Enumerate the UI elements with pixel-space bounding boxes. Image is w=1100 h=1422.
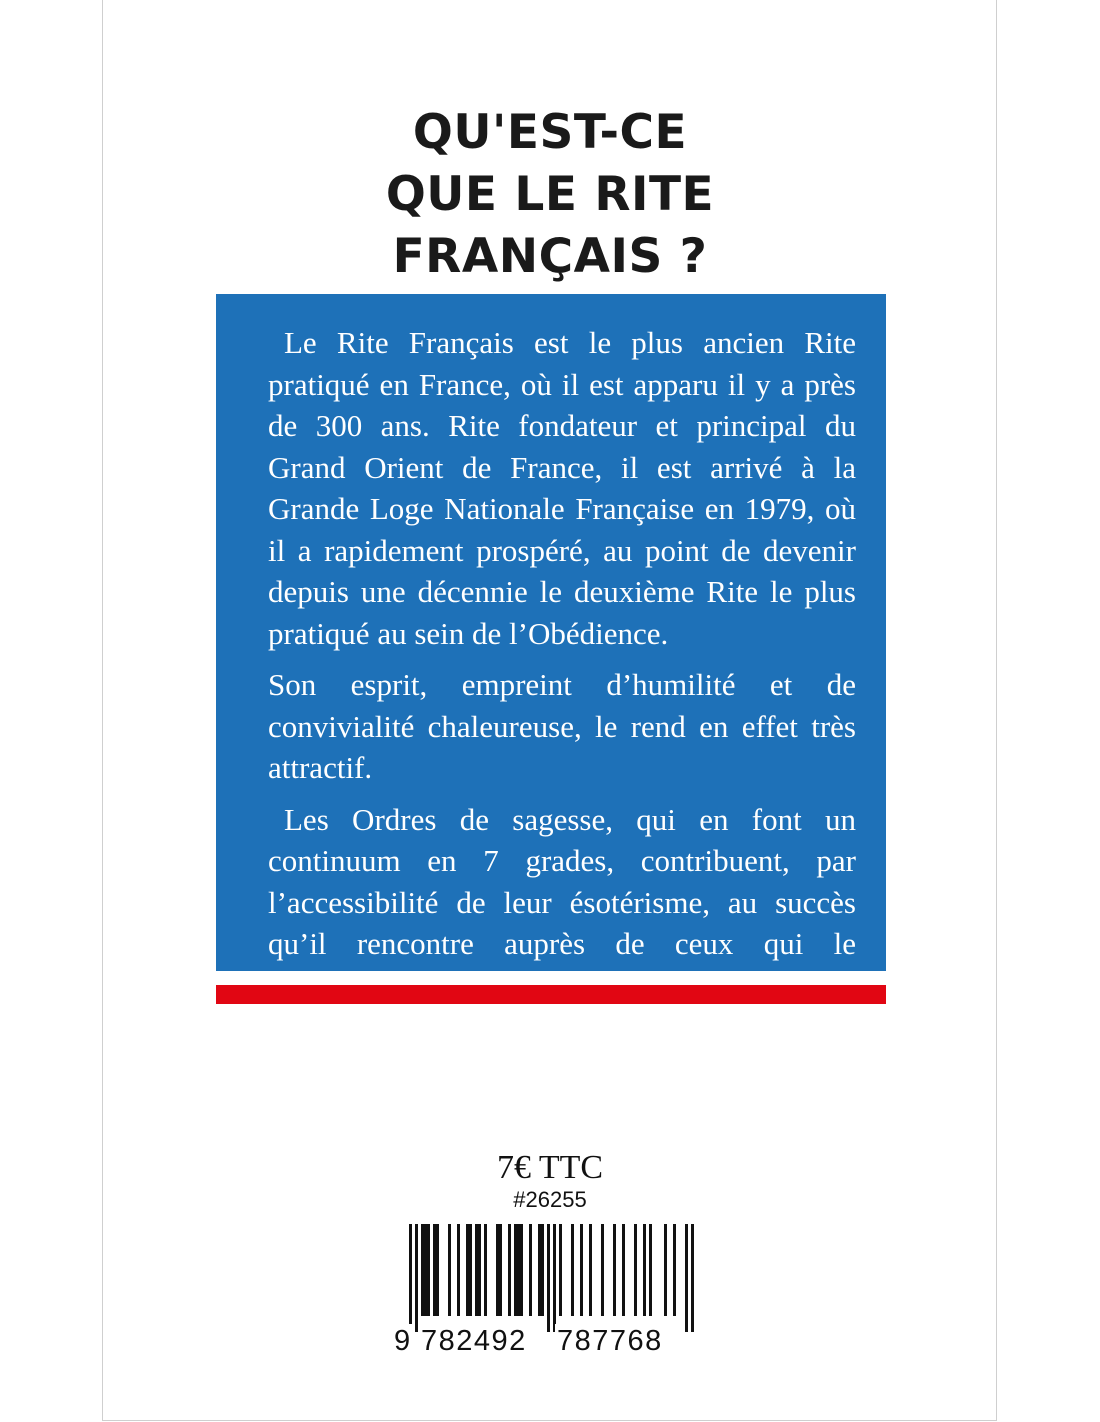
barcode-guard-bar [685, 1224, 688, 1332]
barcode-bar [664, 1224, 667, 1316]
barcode-bar [520, 1224, 523, 1316]
barcode-bar [538, 1224, 541, 1316]
barcode-guard-bar [409, 1224, 412, 1332]
barcode-bar [601, 1224, 604, 1316]
cover-title [0, 102, 1100, 288]
barcode-bars [397, 1224, 702, 1332]
barcode-right-group: 787768 [557, 1325, 663, 1357]
title-line-3: FRANÇAIS ? [392, 229, 708, 284]
price-label: 7€ TTC [496, 1149, 604, 1186]
barcode-left-group: 782492 [421, 1325, 527, 1357]
barcode-bar [622, 1224, 625, 1316]
barcode-bar [541, 1224, 544, 1316]
barcode-digits [392, 1324, 712, 1360]
title-line-2: QUE LE RITE [385, 167, 715, 222]
barcode-icon [397, 1224, 702, 1332]
barcode-bar [499, 1224, 502, 1316]
barcode-bar [514, 1224, 517, 1316]
red-stripe [216, 985, 886, 1004]
barcode-bar [634, 1224, 637, 1316]
reference-number: #26255 [513, 1187, 587, 1212]
barcode-bar [427, 1224, 430, 1316]
barcode-bar [580, 1224, 583, 1316]
barcode-guard-bar [691, 1224, 694, 1332]
barcode-bar [475, 1224, 478, 1316]
barcode-bar [649, 1224, 652, 1316]
barcode-bar [457, 1224, 460, 1316]
title-line-1: QU'EST-CE [412, 105, 688, 160]
blurb-paragraph-2: Son esprit, empreint d’humilité et de convivialité chaleureuse, le rend en effet très attractif. [268, 667, 856, 785]
barcode-bar [613, 1224, 616, 1316]
barcode-bar [529, 1224, 532, 1316]
blurb-paragraph-3: Les Ordres de sagesse, qui en font un continuum en 7 grades, contribuent, par l’accessibilité de leur ésotérisme, au succès qu’il rencontre auprès de ceux qui le [268, 801, 856, 961]
barcode-bar [466, 1224, 469, 1316]
barcode-bar [571, 1224, 574, 1316]
barcode-bar [436, 1224, 439, 1316]
barcode-bar [484, 1224, 487, 1316]
barcode-lead-digit: 9 [394, 1325, 411, 1357]
barcode-bar [424, 1224, 427, 1316]
barcode-bar [448, 1224, 451, 1316]
barcode-guard-bar [553, 1224, 556, 1332]
barcode-bar [508, 1224, 511, 1316]
barcode-bar [559, 1224, 562, 1316]
barcode-bar [433, 1224, 436, 1316]
blurb-box [216, 294, 886, 971]
barcode-bar [421, 1224, 424, 1316]
blurb-paragraph-1: Le Rite Français est le plus ancien Rite pratiqué en France, où il est apparu il y a près de 300 ans. Rite fondateur et principal du Grand Orient de France, il est arrivé à la Grande Loge Nationale Française en 1979, où il a rapidement prospéré, au point de devenir depuis une décennie le deuxième Rite le plus pratiqué au sein de l’Obédience. [268, 325, 856, 651]
barcode-bar [517, 1224, 520, 1316]
barcode-bar [673, 1224, 676, 1316]
barcode-bar [496, 1224, 499, 1316]
barcode-guard-bar [547, 1224, 550, 1332]
barcode-bar [589, 1224, 592, 1316]
barcode-bar [469, 1224, 472, 1316]
barcode-bar [643, 1224, 646, 1316]
barcode-bar [478, 1224, 481, 1316]
barcode-guard-bar [415, 1224, 418, 1332]
